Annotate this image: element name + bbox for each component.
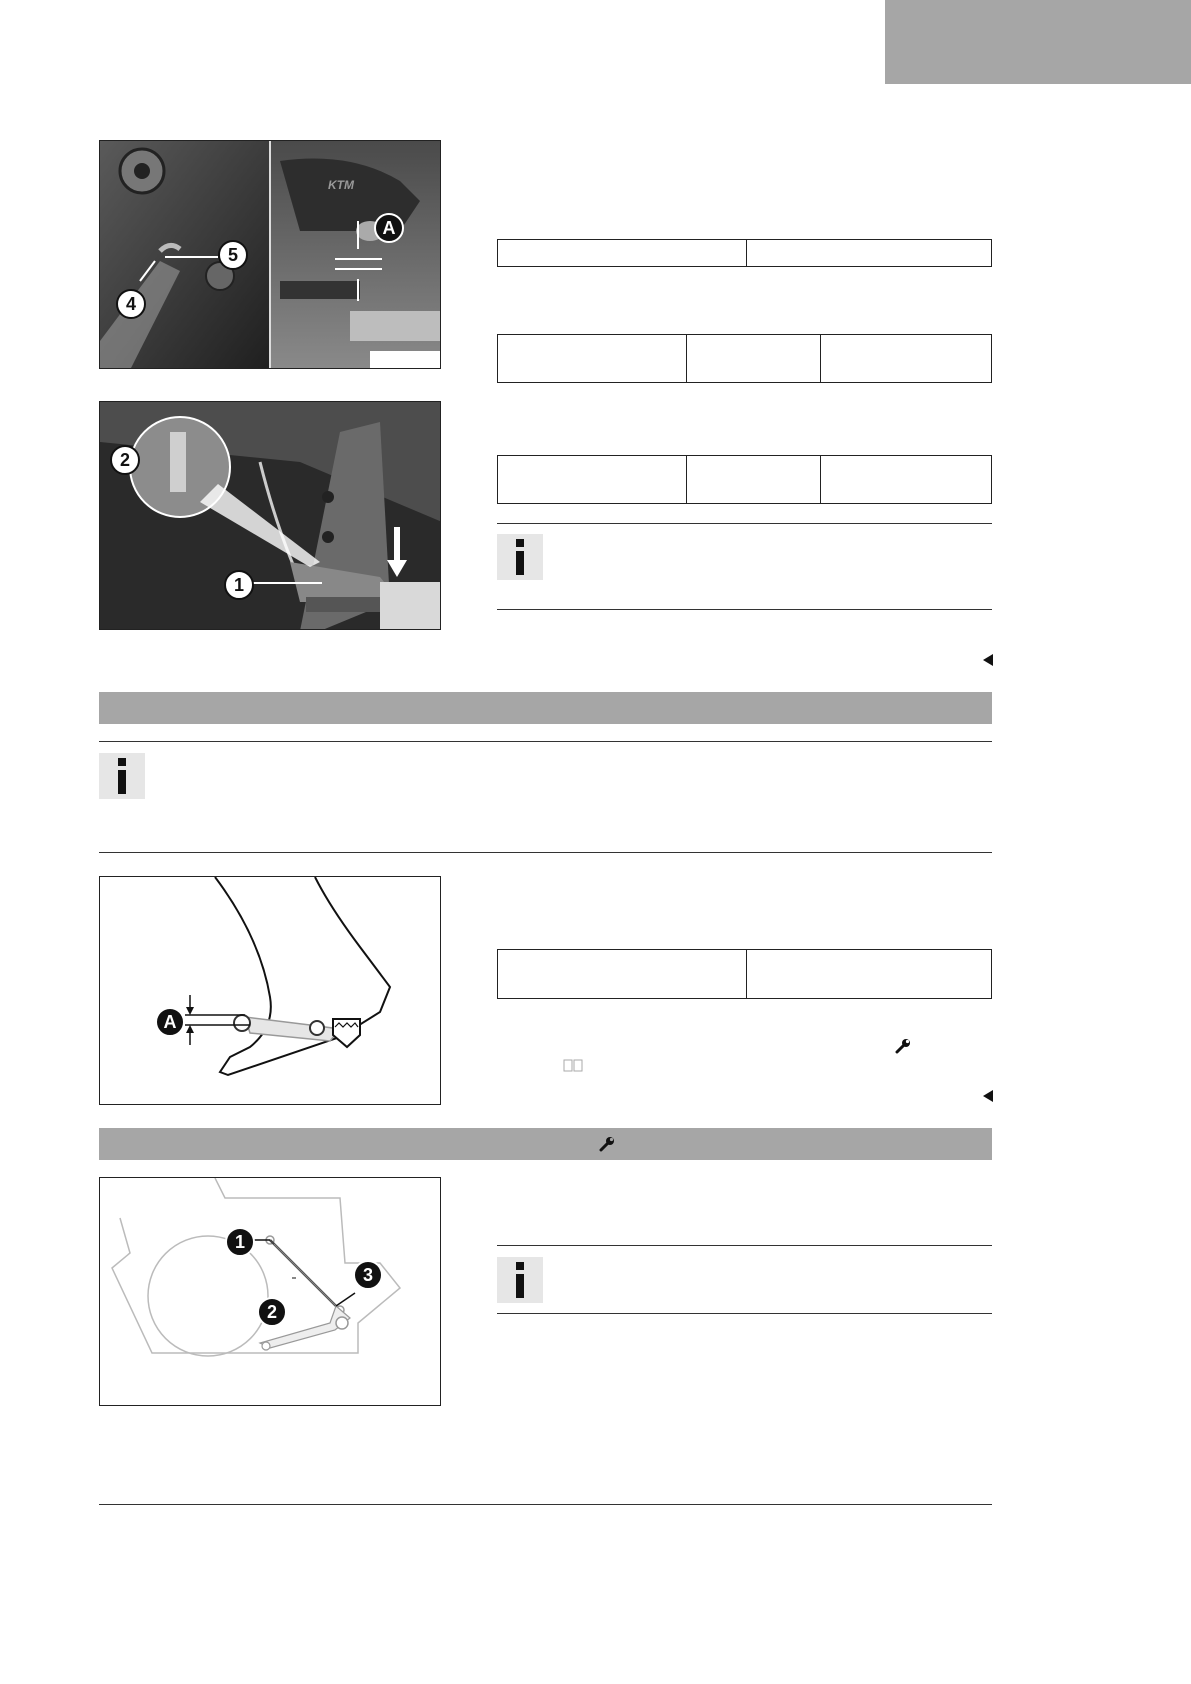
manual-reference-icon [563,1058,583,1074]
spec-table-1 [497,239,992,267]
callout-1: 1 [225,1227,255,1257]
end-of-procedure-icon [983,654,993,666]
info-icon [99,753,145,799]
callout-3: 3 [353,1260,383,1290]
callout-5: 5 [218,240,248,270]
figure-adjust-screw-photo [99,140,441,369]
wrench-icon [599,1136,615,1152]
spec-table-3 [497,455,992,504]
callout-a: A [155,1007,185,1037]
section-bar-2 [99,1128,992,1160]
note-rule-top [497,523,992,524]
figure-boot-pedal-drawing [99,876,441,1105]
ktm-logo-mark: KTM [328,178,354,192]
note-rule-bottom [497,609,992,610]
chapter-tab [885,0,1191,84]
callout-2: 2 [110,445,140,475]
info-icon [497,1257,543,1303]
end-of-procedure-icon [983,1090,993,1102]
spec-table-2 [497,334,992,383]
figure-shift-linkage-diagram [99,1177,441,1406]
figure-shift-lever-photo [99,401,441,630]
callout-2: 2 [257,1297,287,1327]
wrench-icon [895,1038,911,1054]
section-bar-1 [99,692,992,724]
callout-4: 4 [116,289,146,319]
callout-1: 1 [224,570,254,600]
info-icon [497,534,543,580]
spec-table-4 [497,949,992,999]
note-rule-bottom [497,1313,992,1314]
wide-note-rule-bottom [99,852,992,853]
footer-rule [99,1504,992,1505]
callout-a: A [374,213,404,243]
wide-note-rule-top [99,741,992,742]
note-rule-top [497,1245,992,1246]
